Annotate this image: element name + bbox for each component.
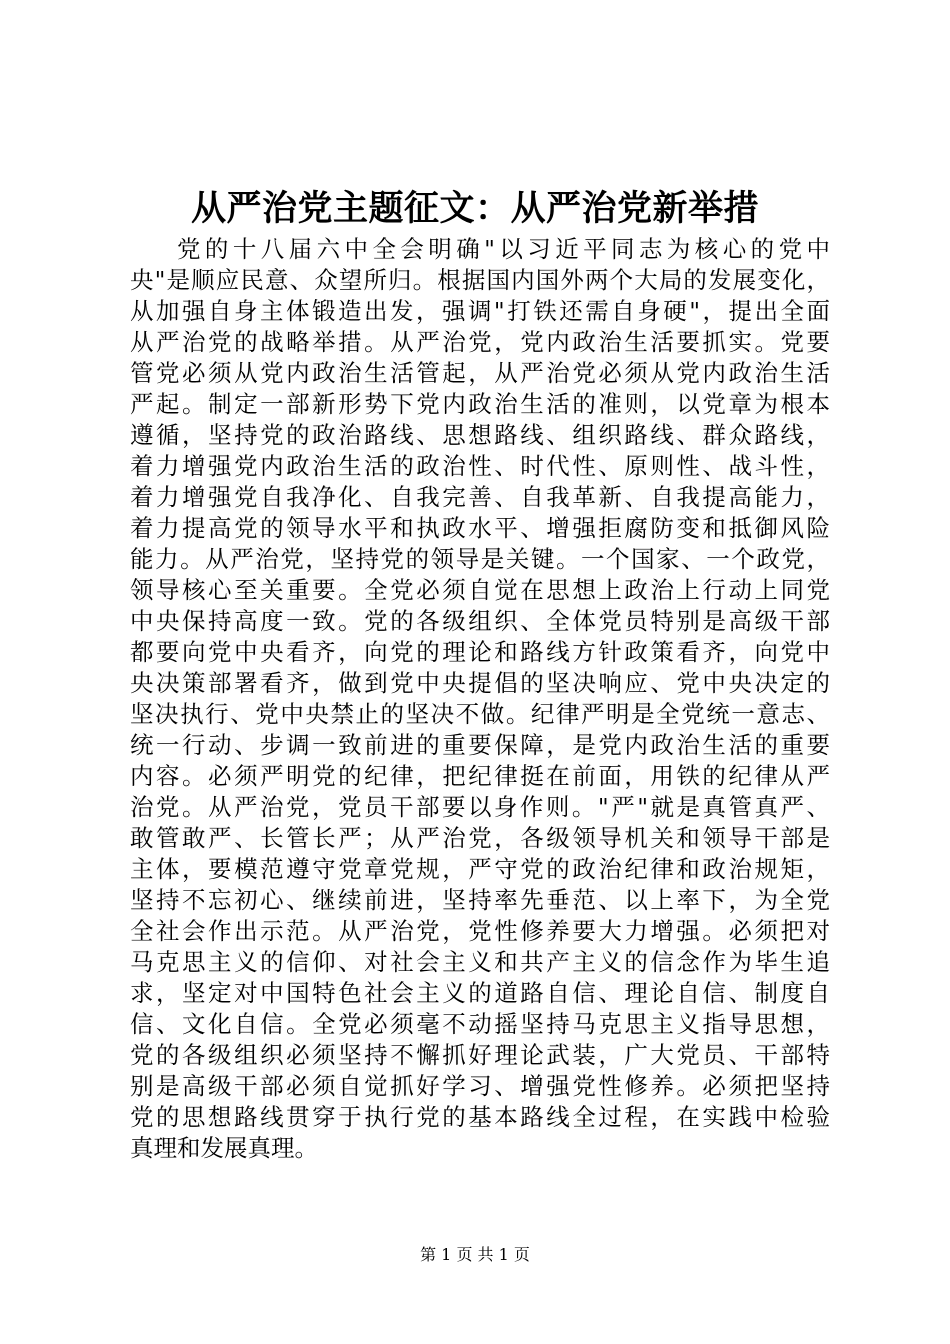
body-line: 遵循，坚持党的政治路线、思想路线、组织路线、群众路线，: [130, 421, 830, 449]
body-line: 管党必须从党内政治生活管起，从严治党必须从党内政治生活: [130, 359, 830, 387]
body-line: 严起。制定一部新形势下党内政治生活的准则，以党章为根本: [130, 390, 830, 418]
body-line: 马克思主义的信仰、对社会主义和共产主义的信念作为毕生追: [130, 948, 830, 976]
body-line: 统一行动、步调一致前进的重要保障，是党内政治生活的重要: [130, 731, 830, 759]
body-line: 央决策部署看齐，做到党中央提倡的坚决响应、党中央决定的: [130, 669, 830, 697]
body-line: 着力提高党的领导水平和执政水平、增强拒腐防变和抵御风险: [130, 514, 830, 542]
body-line: 能力。从严治党，坚持党的领导是关键。一个国家、一个政党，: [130, 545, 830, 573]
body-line: 主体，要模范遵守党章党规，严守党的政治纪律和政治规矩，: [130, 855, 830, 883]
body-line: 党的各级组织必须坚持不懈抓好理论武装，广大党员、干部特: [130, 1041, 830, 1069]
body-paragraph: [130, 234, 830, 1164]
body-line: 党的思想路线贯穿于执行党的基本路线全过程，在实践中检验: [130, 1103, 830, 1131]
body-line: 信、文化自信。全党必须毫不动摇坚持马克思主义指导思想，: [130, 1010, 830, 1038]
body-line: 央"是顺应民意、众望所归。根据国内国外两个大局的发展变化，: [130, 266, 830, 294]
body-line: 中央保持高度一致。党的各级组织、全体党员特别是高级干部: [130, 607, 830, 635]
body-line: 内容。必须严明党的纪律，把纪律挺在前面，用铁的纪律从严: [130, 762, 830, 790]
body-line: 都要向党中央看齐，向党的理论和路线方针政策看齐，向党中: [130, 638, 830, 666]
body-line: 别是高级干部必须自觉抓好学习、增强党性修养。必须把坚持: [130, 1072, 830, 1100]
body-line: 敢管敢严、长管长严；从严治党，各级领导机关和领导干部是: [130, 824, 830, 852]
body-line: 真理和发展真理。: [130, 1134, 318, 1162]
document-title: 从严治党主题征文：从严治党新举措: [190, 188, 759, 229]
body-line: 领导核心至关重要。全党必须自觉在思想上政治上行动上同党: [130, 576, 830, 604]
body-line: 着力增强党内政治生活的政治性、时代性、原则性、战斗性，: [130, 452, 830, 480]
body-line: 坚决执行、党中央禁止的坚决不做。纪律严明是全党统一意志、: [130, 700, 830, 728]
body-line: 治党。从严治党，党员干部要以身作则。"严"就是真管真严、: [130, 793, 830, 821]
body-line: 求，坚定对中国特色社会主义的道路自信、理论自信、制度自: [130, 979, 830, 1007]
body-line: 从加强自身主体锻造出发，强调"打铁还需自身硬"，提出全面: [130, 297, 830, 325]
body-line: 从严治党的战略举措。从严治党，党内政治生活要抓实。党要: [130, 328, 830, 356]
body-line: 着力增强党自我净化、自我完善、自我革新、自我提高能力，: [130, 483, 830, 511]
body-line: 坚持不忘初心、继续前进，坚持率先垂范、以上率下，为全党: [130, 886, 830, 914]
body-line: 全社会作出示范。从严治党，党性修养要大力增强。必须把对: [130, 917, 830, 945]
body-line: 党的十八届六中全会明确"以习近平同志为核心的党中: [177, 235, 830, 263]
page-number-footer: 第 1 页 共 1 页: [420, 1245, 530, 1264]
